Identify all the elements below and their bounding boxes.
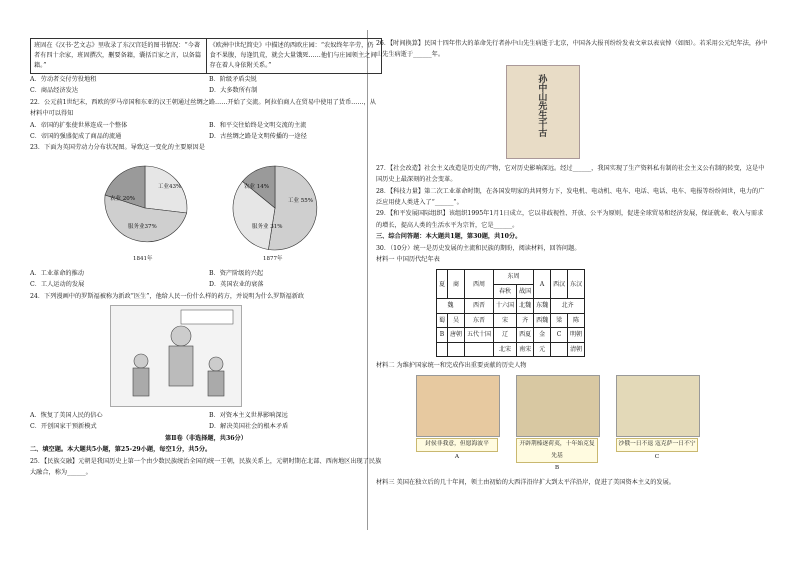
q27-text: 27．【社会改造】社会主义改造是历史的产物，它对历史影响深远。经过______，我国实现了生产资料私有制的社会主义公有制的转变，这是中国历史上最深刻的社会变革。 xyxy=(376,164,765,184)
pie2-industry xyxy=(268,166,316,250)
portrait-c xyxy=(616,375,698,474)
option[interactable]: D．英国农业的衰落 xyxy=(209,281,264,289)
q26-text: 26．【时间换算】民国十四年伟大的革命先行者孙中山先生病逝于北京，中国各大报刊纷纷发表文章以表哀悼（如图）。若采用公元纪年法，孙中山先生病逝于______年。 xyxy=(376,40,768,59)
q23-text: 23．下面为英国劳动力分布状况图。导致这一变化的主要原因是 xyxy=(30,144,205,152)
era-cell xyxy=(437,342,448,356)
part2-heading: 第Ⅱ卷（非选择题，共36分） xyxy=(165,434,247,442)
roosevelt-cartoon xyxy=(110,305,242,407)
era-cell: 北魏 xyxy=(517,299,534,313)
chronology-table xyxy=(436,269,585,356)
portrait-caption: 封侯非我意，但愿海波平 xyxy=(416,438,498,451)
q22-options xyxy=(30,120,382,143)
option[interactable]: D．解决美国社会的根本矛盾 xyxy=(209,423,289,431)
portrait-image xyxy=(416,375,500,437)
pie1-year: 1841年 xyxy=(133,255,153,262)
era-cell: 清朝 xyxy=(568,342,585,356)
option[interactable]: A．劳动者交付劳役地租 xyxy=(30,76,97,83)
era-cell: 陈 xyxy=(568,313,585,327)
q30-text: 30．（10分）统一是历史发展的主流和民族的期盼，阅读材料，回答问题。 xyxy=(376,244,581,252)
pie2-label-industry: 工业 55% xyxy=(288,197,313,204)
pie-svg xyxy=(30,156,382,266)
era-cell-blank: A xyxy=(534,270,551,299)
option[interactable]: C．开创国家干预新模式 xyxy=(30,423,97,431)
option[interactable]: B．资产阶级的兴起 xyxy=(209,269,264,277)
era-cell xyxy=(551,342,568,356)
era-cell: 十六国 xyxy=(494,299,517,313)
option[interactable]: C．工人运动的发展 xyxy=(30,281,85,289)
option[interactable]: B．阶级矛盾尖锐 xyxy=(209,76,257,83)
q28-text: 28．【科技力量】第二次工业革命时期，在各国发明家的共同努力下，发电机、电动机、电车、电话、电话、电车、电报等纷纷问世，电力的广泛应用使人类进入了“______”。 xyxy=(376,187,765,207)
portrait-tag: B xyxy=(554,465,560,472)
portrait-image xyxy=(616,375,700,437)
era-cell: 西晋 xyxy=(465,299,494,313)
era-cell: 东汉 xyxy=(568,270,585,299)
portrait-row xyxy=(416,375,768,474)
quote-left: 班固在《汉书·艺文志》里收录了东汉宫廷的图书情况：“今著者有四十余家，班固撰次，删要备籍，囊括百家之言，以备篇籍。” xyxy=(31,39,207,74)
q21-options xyxy=(30,74,382,97)
era-cell: 明朝 xyxy=(568,328,585,342)
era-cell: 南宋 xyxy=(517,342,534,356)
era-cell: 元 xyxy=(534,342,551,356)
pie2-year: 1877年 xyxy=(263,255,283,262)
era-cell: 五代十国 xyxy=(465,328,494,342)
era-cell: 蜀 xyxy=(437,313,448,327)
era-cell: 东魏 xyxy=(534,299,551,313)
material1-label: 材料一 中国历代纪年表 xyxy=(376,256,440,264)
pie2-label-service: 服务业 31% xyxy=(252,223,283,230)
era-cell: 东周 xyxy=(494,270,534,284)
option[interactable]: A．恢复了美国人民的信心 xyxy=(30,412,103,420)
newspaper-image xyxy=(506,65,580,159)
era-cell: 东晋 xyxy=(465,313,494,327)
era-cell: 唐朝 xyxy=(448,328,465,342)
section3-heading: 三、综合问答题：本大题共1题，第30题，共10分。 xyxy=(376,233,522,241)
era-cell-blank: C xyxy=(551,328,568,342)
material2-label: 材料二 为维护国家统一和完成作出重要贡献的历史人物 xyxy=(376,361,527,369)
option[interactable]: C．商品经济发达 xyxy=(30,87,79,95)
portrait-caption: 沙俄一日不退 寇克萨一日不宁 xyxy=(616,438,698,451)
option[interactable]: A．工业革命的推动 xyxy=(30,269,84,277)
era-cell: 夏 xyxy=(437,270,448,299)
option[interactable]: D．古丝绸之路是文明传播的一途径 xyxy=(209,133,307,141)
option[interactable]: D．大多数所有制 xyxy=(209,87,258,95)
pie1-label-agri: 农业 20% xyxy=(110,195,135,202)
era-cell: 北宋 xyxy=(494,342,517,356)
right-column xyxy=(376,38,768,488)
era-cell: 西周 xyxy=(465,270,494,299)
era-cell: 西魏 xyxy=(534,313,551,327)
era-cell: 宋 xyxy=(494,313,517,327)
era-cell: 吴 xyxy=(448,313,465,327)
option[interactable]: B．对资本主义世界影响深远 xyxy=(209,412,288,420)
q29-text: 29．【和平发展国际组织】该组织1995年1月1日成立，它以非歧视性、开放、公平为原则，促进全球贸易和经济发展，保证就业、收入与需求的增长，提高人类的生活水平为宗旨，它是______。 xyxy=(376,210,764,229)
pie-charts xyxy=(30,156,382,266)
portrait-tag: C xyxy=(654,453,660,460)
quote-right: 《欧洲中世纪简史》中描述的西欧庄园：“农奴终年辛劳，仍食不果腹，每逢饥荒，就会大量饿死……他们与庄园领主之间存在着人身依附关系。” xyxy=(206,39,382,74)
section2-heading: 二、填空题。本大题共5小题，第25-29小题，每空1分，共5分。 xyxy=(30,446,212,454)
era-cell: 商 xyxy=(448,270,465,299)
era-cell: 春秋 xyxy=(494,284,517,298)
portrait-b xyxy=(516,375,598,474)
q22-text: 22．公元前1世纪末，西欧的罗马帝国和东亚的汉王朝通过丝绸之路……开始了交流。阿拉伯商人在贸易中使用了货币……，从材料中可以得知 xyxy=(30,98,376,118)
era-cell: 北齐 xyxy=(551,299,585,313)
era-cell-blank: B xyxy=(437,328,448,342)
left-column xyxy=(30,38,382,479)
pie2-label-agri: 农业 14% xyxy=(244,183,269,190)
pie1-label-service: 服务业37% xyxy=(128,223,157,230)
q23-options xyxy=(30,268,382,291)
q24-options xyxy=(30,410,382,433)
era-cell: 金 xyxy=(534,328,551,342)
option[interactable]: C．帝国的强盛促成了商品的流通 xyxy=(30,133,122,141)
era-cell: 梁 xyxy=(551,313,568,327)
era-cell xyxy=(448,342,465,356)
portrait-tag: A xyxy=(454,453,460,460)
era-cell: 战国 xyxy=(517,284,534,298)
cartoon-sketch xyxy=(111,306,241,406)
portrait-a xyxy=(416,375,498,474)
material3-text: 材料三 美国在独立后的几十年间，领土由初始的大西洋沿岸扩大到太平洋沿岸，促进了美国资本主义的发展。 xyxy=(376,478,675,486)
q24-text: 24．下列漫画中的罗斯福被称为新政“医生”，他给人民一份什么样的药方，并说明为什么罗斯福新政 xyxy=(30,292,305,300)
portrait-caption: 开辟荆榛逐荷夷，十年始克复先基 xyxy=(516,438,598,463)
era-cell: 西汉 xyxy=(551,270,568,299)
quote-table xyxy=(30,38,382,74)
era-cell: 西夏 xyxy=(517,328,534,342)
era-cell xyxy=(465,342,494,356)
era-cell: 辽 xyxy=(494,328,517,342)
portrait-image xyxy=(516,375,600,437)
option[interactable]: B．和平交往始终是文明交流的主流 xyxy=(209,121,307,129)
q25-text: 25．【民族交融】元朝是我国历史上第一个由少数民族统治全国的统一王朝，民族关系上，元朝时期在北部、西南地区出现了民族大融合，称为______。 xyxy=(30,457,382,477)
option[interactable]: A．帝国的扩张使世界连成一个整体 xyxy=(30,121,128,129)
pie1-label-industry: 工业43% xyxy=(158,183,182,190)
era-cell: 齐 xyxy=(517,313,534,327)
era-cell: 魏 xyxy=(437,299,465,313)
newspaper-headline: 孙中山先生千古 xyxy=(536,73,547,137)
